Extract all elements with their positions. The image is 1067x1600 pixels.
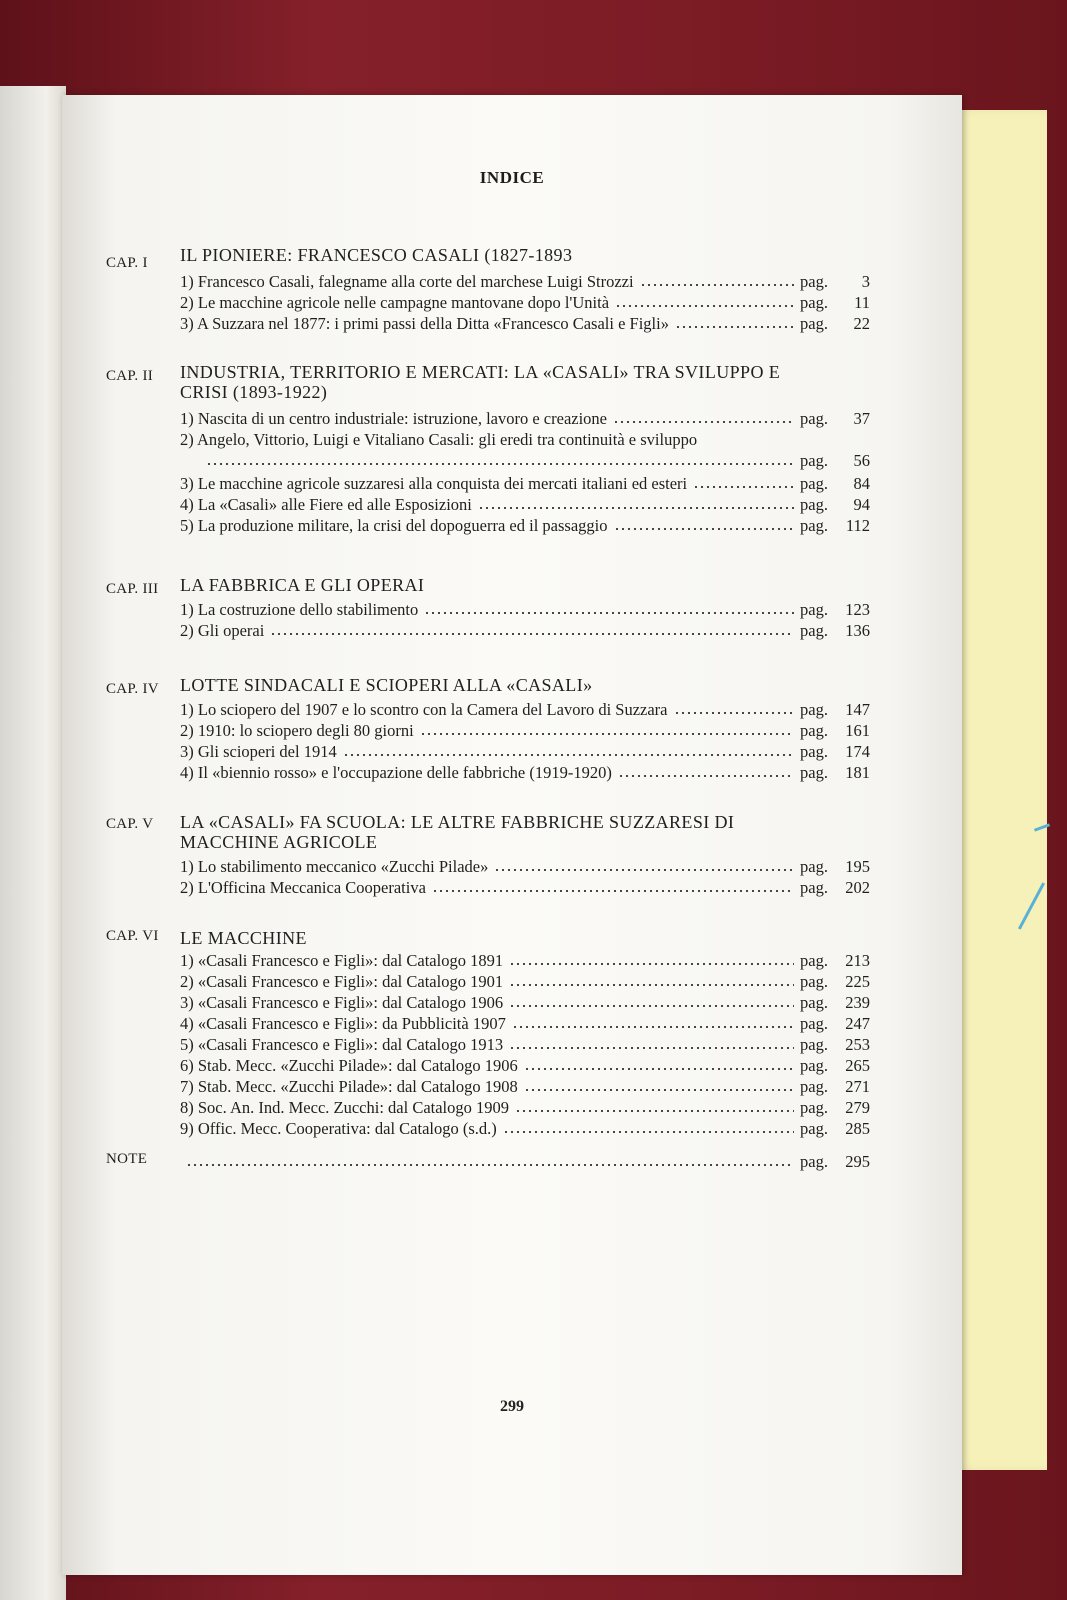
toc-entry[interactable] (180, 271, 870, 292)
page-abbrev: pag. (800, 1119, 828, 1138)
chapter-title: IL PIONIERE: FRANCESCO CASALI (1827-1893 (180, 245, 573, 265)
chapter-label: CAP. I (106, 255, 148, 271)
toc-entry-text: 3) A Suzzara nel 1877: i primi passi della Ditta «Francesco Casali e Figli» (180, 314, 669, 333)
toc-page-number: 239 (845, 993, 870, 1012)
toc-entry-text: 6) Stab. Mecc. «Zucchi Pilade»: dal Catalogo 1906 (180, 1056, 518, 1075)
toc-page-number: 161 (845, 721, 870, 740)
toc-page-number: 195 (845, 857, 870, 876)
toc-page-number: 11 (854, 293, 870, 312)
toc-entry[interactable] (180, 762, 870, 783)
toc-entry-line (180, 494, 870, 515)
toc-page-number: 265 (845, 1056, 870, 1075)
toc-entry-line (180, 1034, 870, 1055)
toc-entry-line (180, 1097, 870, 1118)
dot-leader (509, 983, 794, 987)
page-abbrev: pag. (800, 951, 828, 970)
toc-entry-text: 9) Offic. Mecc. Cooperativa: dal Catalogo (s.d.) (180, 1119, 497, 1138)
page-number: 299 (500, 1398, 524, 1415)
toc-page-number: 56 (853, 451, 870, 470)
toc-entry[interactable] (180, 1097, 870, 1118)
toc-entry-text: 3) Le macchine agricole suzzaresi alla conquista dei mercati italiani ed esteri (180, 474, 688, 493)
toc-entry[interactable] (180, 1013, 870, 1034)
toc-entry-text: 2) Gli operai (180, 621, 265, 640)
toc-page-number: 22 (853, 314, 870, 333)
dot-leader (206, 462, 794, 466)
toc-entry[interactable] (180, 494, 870, 515)
toc-page-number: 253 (845, 1035, 870, 1054)
toc-entry[interactable] (180, 992, 870, 1013)
toc-page-number: 84 (853, 474, 870, 493)
toc-entry[interactable] (180, 741, 870, 762)
facing-page (0, 86, 66, 1600)
toc-entry-line (180, 473, 870, 494)
chapter-label: CAP. V (106, 816, 154, 832)
dot-leader (270, 632, 794, 636)
toc-page-number: 147 (845, 700, 870, 719)
toc-entry-line (180, 313, 870, 334)
toc-entry[interactable] (180, 599, 870, 620)
dot-leader (503, 1130, 794, 1134)
page-abbrev: pag. (800, 878, 828, 897)
dot-leader (524, 1088, 794, 1092)
toc-entry-text: 5) «Casali Francesco e Figli»: dal Catalogo 1913 (180, 1035, 504, 1054)
dot-leader (614, 527, 795, 531)
dot-leader (509, 962, 794, 966)
dot-leader (693, 485, 794, 489)
dot-leader (424, 611, 794, 615)
dot-leader (515, 1109, 794, 1113)
toc-entry-text: 2) 1910: lo sciopero degli 80 giorni (180, 721, 414, 740)
toc-page-number: 37 (853, 409, 870, 428)
page-abbrev: pag. (800, 721, 828, 740)
toc-entry-line (180, 515, 870, 536)
chapter-label: CAP. IV (106, 681, 159, 697)
toc-entry-text: 5) La produzione militare, la crisi del dopoguerra ed il passaggio (180, 516, 608, 535)
toc-page-number: 295 (845, 1152, 870, 1171)
page-abbrev: pag. (800, 474, 828, 493)
toc-entry-line (180, 408, 870, 429)
toc-entry-text: 7) Stab. Mecc. «Zucchi Pilade»: dal Catalogo 1908 (180, 1077, 518, 1096)
page-abbrev: pag. (800, 742, 828, 761)
toc-entry-line (180, 856, 870, 877)
page-abbrev: pag. (800, 314, 828, 333)
toc-entry-text: 4) Il «biennio rosso» e l'occupazione delle fabbriche (1919-1920) (180, 763, 612, 782)
dot-leader (640, 283, 794, 287)
toc-entry-line (180, 992, 870, 1013)
dot-leader (343, 753, 794, 757)
dot-leader (478, 506, 794, 510)
page-abbrev: pag. (800, 1098, 828, 1117)
toc-entry-line (180, 762, 870, 783)
page-abbrev: pag. (800, 1077, 828, 1096)
table-of-contents (62, 95, 962, 1395)
page-abbrev: pag. (800, 451, 828, 470)
toc-entry[interactable] (180, 1118, 870, 1139)
toc-entry-line (180, 1076, 870, 1097)
toc-page-number: 213 (845, 951, 870, 970)
toc-entry[interactable] (180, 450, 870, 471)
page-abbrev: pag. (800, 1014, 828, 1033)
toc-entry-line (180, 971, 870, 992)
page-abbrev: pag. (800, 700, 828, 719)
dot-leader (509, 1046, 794, 1050)
toc-entry-line (180, 450, 870, 471)
toc-entry-line (180, 699, 870, 720)
toc-entry-text: 2) Le macchine agricole nelle campagne mantovane dopo l'Unità (180, 293, 610, 312)
page-abbrev: pag. (800, 763, 828, 782)
dot-leader (186, 1163, 794, 1167)
dot-leader (512, 1025, 794, 1029)
page-abbrev: pag. (800, 972, 828, 991)
toc-entry-line (180, 271, 870, 292)
dot-leader (524, 1067, 794, 1071)
toc-entry-line (180, 950, 870, 971)
toc-entry-line (180, 720, 870, 741)
toc-page-number: 271 (845, 1077, 870, 1096)
toc-page-number: 225 (845, 972, 870, 991)
dot-leader (420, 732, 794, 736)
toc-page-number: 285 (845, 1119, 870, 1138)
toc-entry-line (180, 1118, 870, 1139)
toc-page-number: 94 (853, 495, 870, 514)
chapter-label: CAP. VI (106, 928, 159, 944)
toc-entry-text: 1) Lo sciopero del 1907 e lo scontro con la Camera del Lavoro di Suzzara (180, 700, 668, 719)
toc-entry-text: 8) Soc. An. Ind. Mecc. Zucchi: dal Catalogo 1909 (180, 1098, 510, 1117)
page-abbrev: pag. (800, 1056, 828, 1075)
chapter-title: LE MACCHINE (180, 928, 307, 948)
page-abbrev: pag. (800, 516, 828, 535)
toc-entry-text: 4) «Casali Francesco e Figli»: da Pubblicità 1907 (180, 1014, 506, 1033)
toc-entry-text: 1) Nascita di un centro industriale: istruzione, lavoro e creazione (180, 409, 608, 428)
yellow-insert-sheet (955, 110, 1047, 1470)
page-abbrev: pag. (800, 495, 828, 514)
toc-entry-line (180, 877, 870, 898)
dot-leader (509, 1004, 794, 1008)
chapter-title: LA «CASALI» FA SCUOLA: LE ALTRE FABBRICHE SUZZARESI DI MACCHINE AGRICOLE (180, 812, 735, 852)
toc-entry[interactable] (180, 971, 870, 992)
toc-entry[interactable] (180, 950, 870, 971)
toc-entry-line (180, 1151, 870, 1172)
toc-entry[interactable] (180, 1151, 870, 1172)
dot-leader (432, 889, 794, 893)
toc-entry[interactable] (180, 856, 870, 877)
toc-entry-text: 1) La costruzione dello stabilimento (180, 600, 419, 619)
toc-entry[interactable] (180, 1034, 870, 1055)
toc-entry[interactable] (180, 515, 870, 536)
page-abbrev: pag. (800, 293, 828, 312)
toc-page-number: 3 (861, 272, 870, 291)
chapter-label: CAP. II (106, 368, 154, 384)
page-abbrev: pag. (800, 857, 828, 876)
toc-entry[interactable] (180, 620, 870, 641)
toc-entry[interactable] (180, 877, 870, 898)
toc-entry[interactable] (180, 699, 870, 720)
chapter-label: CAP. III (106, 581, 159, 597)
dot-leader (618, 774, 794, 778)
toc-entry-line (180, 1055, 870, 1076)
toc-entry-line (180, 292, 870, 313)
toc-page-number: 112 (845, 516, 870, 535)
toc-entry[interactable] (180, 292, 870, 313)
toc-page-number: 123 (845, 600, 870, 619)
page-abbrev: pag. (800, 600, 828, 619)
chapter-title: LOTTE SINDACALI E SCIOPERI ALLA «CASALI» (180, 675, 593, 695)
page-abbrev: pag. (800, 1152, 828, 1171)
dot-leader (494, 868, 794, 872)
toc-entry-text: 4) La «Casali» alle Fiere ed alle Esposizioni (180, 495, 472, 514)
dot-leader (674, 711, 795, 715)
toc-page-number: 181 (845, 763, 870, 782)
toc-page-number: 247 (845, 1014, 870, 1033)
toc-entry[interactable] (180, 1076, 870, 1097)
page-abbrev: pag. (800, 409, 828, 428)
toc-entry[interactable] (180, 408, 870, 429)
toc-entry-text: 2) Angelo, Vittorio, Luigi e Vitaliano Casali: gli eredi tra continuità e sviluppo (180, 430, 698, 449)
toc-page-number: 174 (845, 742, 870, 761)
toc-entry-text: 3) Gli scioperi del 1914 (180, 742, 337, 761)
chapter-title: INDUSTRIA, TERRITORIO E MERCATI: LA «CASALI» TRA SVILUPPO E CRISI (1893-1922) (180, 362, 781, 402)
dot-leader (613, 420, 794, 424)
toc-entry-text: 3) «Casali Francesco e Figli»: dal Catalogo 1906 (180, 993, 504, 1012)
toc-entry-text: 1) Francesco Casali, falegname alla corte del marchese Luigi Strozzi (180, 272, 634, 291)
toc-entry-line (180, 1013, 870, 1034)
toc-entry[interactable] (180, 1055, 870, 1076)
page-abbrev: pag. (800, 993, 828, 1012)
chapter-label: NOTE (106, 1151, 148, 1167)
toc-entry-text: 2) «Casali Francesco e Figli»: dal Catalogo 1901 (180, 972, 504, 991)
dot-leader (615, 304, 794, 308)
toc-entry-line (180, 599, 870, 620)
toc-entry-text: 1) Lo stabilimento meccanico «Zucchi Pilade» (180, 857, 489, 876)
book-page (62, 95, 962, 1575)
toc-page-number: 202 (845, 878, 870, 897)
page-abbrev: pag. (800, 1035, 828, 1054)
toc-entry-line (180, 741, 870, 762)
toc-entry[interactable] (180, 473, 870, 494)
toc-entry[interactable] (180, 720, 870, 741)
dot-leader (675, 325, 794, 329)
page-abbrev: pag. (800, 621, 828, 640)
toc-entry-text: 1) «Casali Francesco e Figli»: dal Catalogo 1891 (180, 951, 504, 970)
page-title: INDICE (479, 168, 545, 187)
page-abbrev: pag. (800, 272, 828, 291)
chapter-title: LA FABBRICA E GLI OPERAI (180, 575, 425, 595)
toc-page-number: 279 (845, 1098, 870, 1117)
toc-entry-line (180, 620, 870, 641)
toc-entry-text: 2) L'Officina Meccanica Cooperativa (180, 878, 426, 897)
toc-page-number: 136 (845, 621, 870, 640)
toc-entry[interactable] (180, 313, 870, 334)
